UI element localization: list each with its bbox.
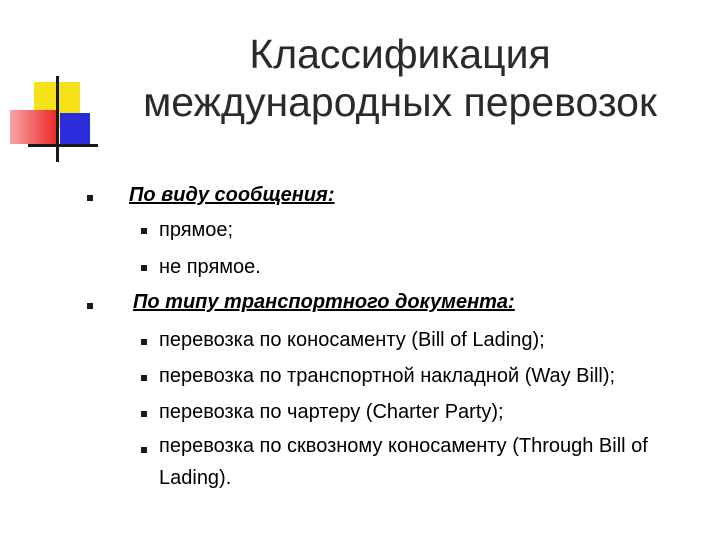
list-item: перевозка по чартеру (Charter Party); <box>159 401 504 423</box>
slide-title <box>110 30 690 126</box>
bullet-square-icon <box>141 339 147 345</box>
logo-red-square <box>10 110 56 144</box>
decorative-logo <box>0 0 110 170</box>
bullet-square-icon <box>141 447 147 453</box>
bullet-square-icon <box>141 265 147 271</box>
list-item: не прямое. <box>159 256 261 278</box>
list-item: перевозка по сквозному коносаменту (Through Bill of <box>159 435 648 457</box>
list-item: перевозка по транспортной накладной (Way Bill); <box>159 365 616 387</box>
bullet-square-icon <box>87 195 93 201</box>
list-item: прямое; <box>159 219 234 241</box>
title-line-2: международных перевозок <box>143 79 657 125</box>
bullet-square-icon <box>87 303 93 309</box>
logo-vertical-line <box>56 76 59 162</box>
list-item: перевозка по коносаменту (Bill of Lading); <box>159 329 545 351</box>
section-heading-connection-type: По виду сообщения: <box>129 184 335 206</box>
bullet-square-icon <box>141 411 147 417</box>
bullet-square-icon <box>141 375 147 381</box>
logo-blue-square <box>60 113 90 147</box>
logo-horizontal-line <box>28 144 98 147</box>
bullet-square-icon <box>141 228 147 234</box>
title-line-1: Классификация <box>249 31 551 77</box>
section-heading-document-type: По типу транспортного документа: <box>133 291 515 313</box>
list-item-continuation: Lading). <box>159 467 232 489</box>
